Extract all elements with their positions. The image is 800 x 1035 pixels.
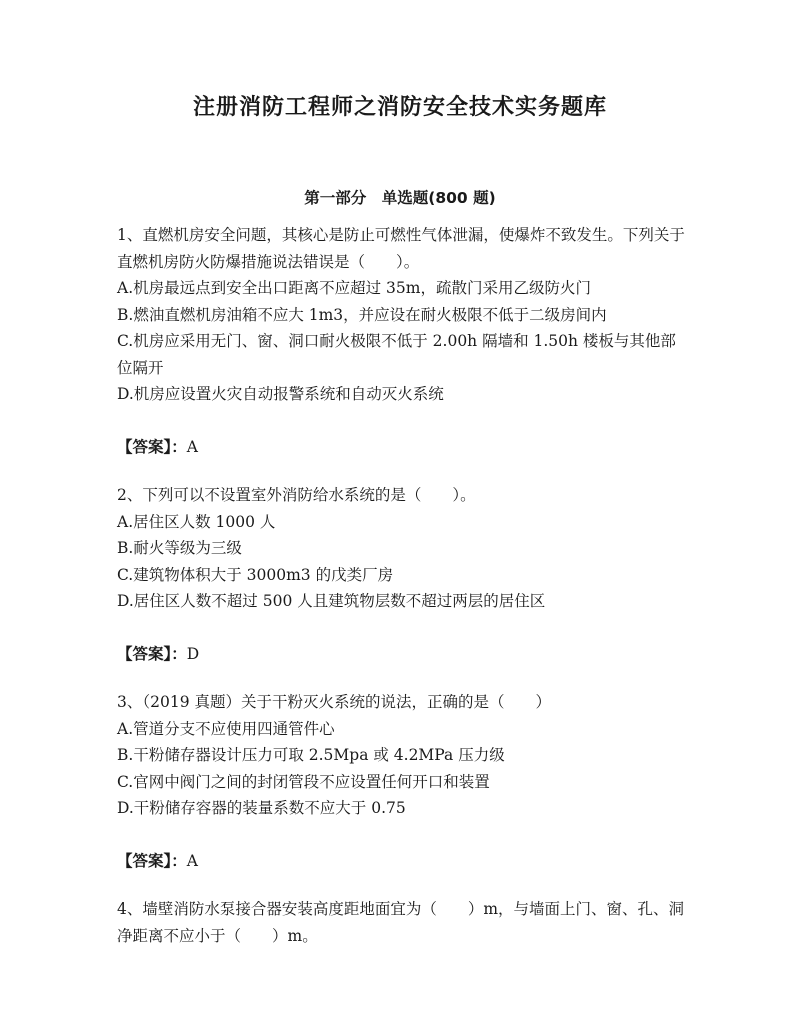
option-d: D.居住区人数不超过 500 人且建筑物层数不超过两层的居住区 [117,592,546,610]
option-b: B.干粉储存器设计压力可取 2.5Mpa 或 4.2MPa 压力级 [117,746,505,764]
answer-line [117,848,689,875]
section-title: 第一部分 单选题(800 题) [304,189,496,207]
option-a: A.管道分支不应使用四通管件心 [117,719,335,738]
question-3 [117,689,689,874]
question-stem: 4、墙壁消防水泵接合器安装高度距地面宜为（ ）m，与墙面上门、窗、孔、洞净距离不应小于（ ）m。 [117,900,685,945]
answer-line [117,434,689,461]
answer-value: A [186,851,198,870]
option-d: D.干粉储存容器的装量系数不应大于 0.75 [117,799,406,817]
option-a: A.机房最远点到安全出口距离不应超过 35m，疏散门采用乙级防火门 [117,279,591,297]
answer-label: 【答案】： [117,851,187,870]
answer-line [117,641,689,668]
question-1 [117,222,689,460]
question-4 [117,896,689,949]
option-b: B.耐火等级为三级 [117,539,242,557]
option-b: B.燃油直燃机房油箱不应大 1m3，并应设在耐火极限不低于二级房间内 [117,305,607,324]
option-d: D.机房应设置火灾自动报警系统和自动灭火系统 [117,385,444,403]
answer-value: A [186,437,198,456]
answer-label: 【答案】： [117,437,187,456]
question-stem: 3、（2019 真题）关于干粉灭火系统的说法，正确的是（ ） [117,693,551,711]
question-stem: 1、直燃机房安全问题，其核心是防止可燃性气体泄漏，使爆炸不致发生。下列关于直燃机房防火防爆措施说法错误是（ ）。 [117,226,685,271]
option-c: C.建筑物体积大于 3000m3 的戊类厂房 [117,565,394,584]
option-a: A.居住区人数 1000 人 [117,512,276,531]
answer-label: 【答案】： [117,644,187,663]
question-2 [117,482,689,667]
question-stem: 2、下列可以不设置室外消防给水系统的是（ ）。 [117,486,476,504]
option-c: C.机房应采用无门、窗、洞口耐火极限不低于 2.00h 隔墙和 1.50h 楼板与其他部位隔开 [117,332,676,377]
question-list [117,222,689,949]
answer-value: D [186,644,200,663]
option-c: C.官网中阀门之间的封闭管段不应设置任何开口和装置 [117,772,490,791]
document-title: 注册消防工程师之消防安全技术实务题库 [192,95,607,120]
